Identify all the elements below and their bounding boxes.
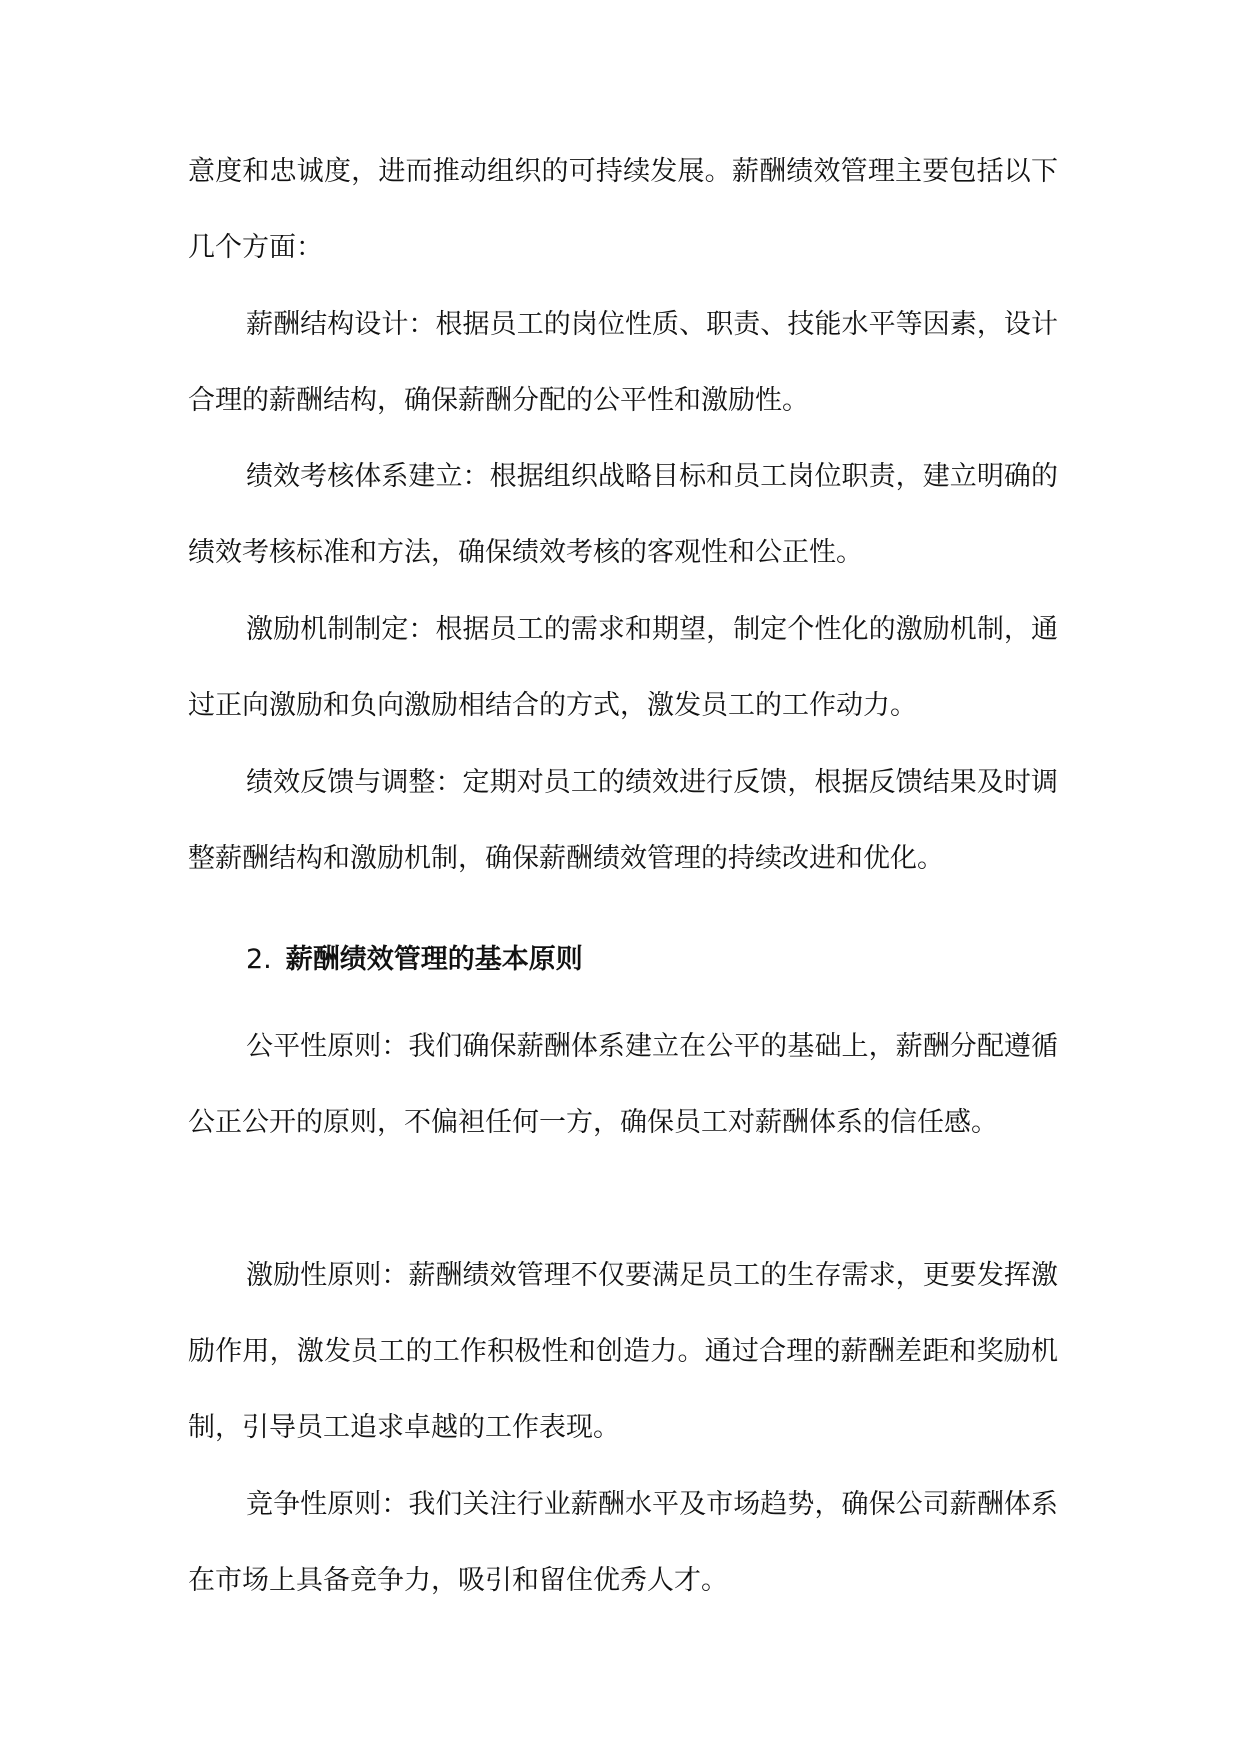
section-title: 薪酬绩效管理的基本原则 [285, 944, 583, 975]
paragraph-continuation: 意度和忠诚度，进而推动组织的可持续发展。薪酬绩效管理主要包括以下几个方面： [188, 156, 1058, 263]
paragraph-salary-structure: 薪酬结构设计：根据员工的岗位性质、职责、技能水平等因素，设计合理的薪酬结构，确保薪酬分配的公平性和激励性。 [188, 309, 1058, 416]
paragraph-feedback-adjustment: 绩效反馈与调整：定期对员工的绩效进行反馈，根据反馈结果及时调整薪酬结构和激励机制，确保薪酬绩效管理的持续改进和优化。 [188, 767, 1058, 874]
paragraph-performance-system: 绩效考核体系建立：根据组织战略目标和员工岗位职责，建立明确的绩效考核标准和方法，确保绩效考核的客观性和公正性。 [188, 461, 1058, 568]
paragraph-fairness-principle: 公平性原则：我们确保薪酬体系建立在公平的基础上，薪酬分配遵循公正公开的原则，不偏袒任何一方，确保员工对薪酬体系的信任感。 [188, 1031, 1058, 1138]
paragraph-incentive-principle: 激励性原则：薪酬绩效管理不仅要满足员工的生存需求，更要发挥激励作用，激发员工的工作积极性和创造力。通过合理的薪酬差距和奖励机制，引导员工追求卓越的工作表现。 [188, 1260, 1058, 1443]
paragraph-incentive-mechanism: 激励机制制定：根据员工的需求和期望，制定个性化的激励机制，通过正向激励和负向激励相结合的方式，激发员工的工作动力。 [188, 614, 1058, 721]
section-number: 2. [246, 944, 272, 975]
paragraph-competitive-principle: 竞争性原则：我们关注行业薪酬水平及市场趋势，确保公司薪酬体系在市场上具备竞争力，吸引和留住优秀人才。 [188, 1489, 1058, 1596]
section-heading [246, 940, 583, 980]
